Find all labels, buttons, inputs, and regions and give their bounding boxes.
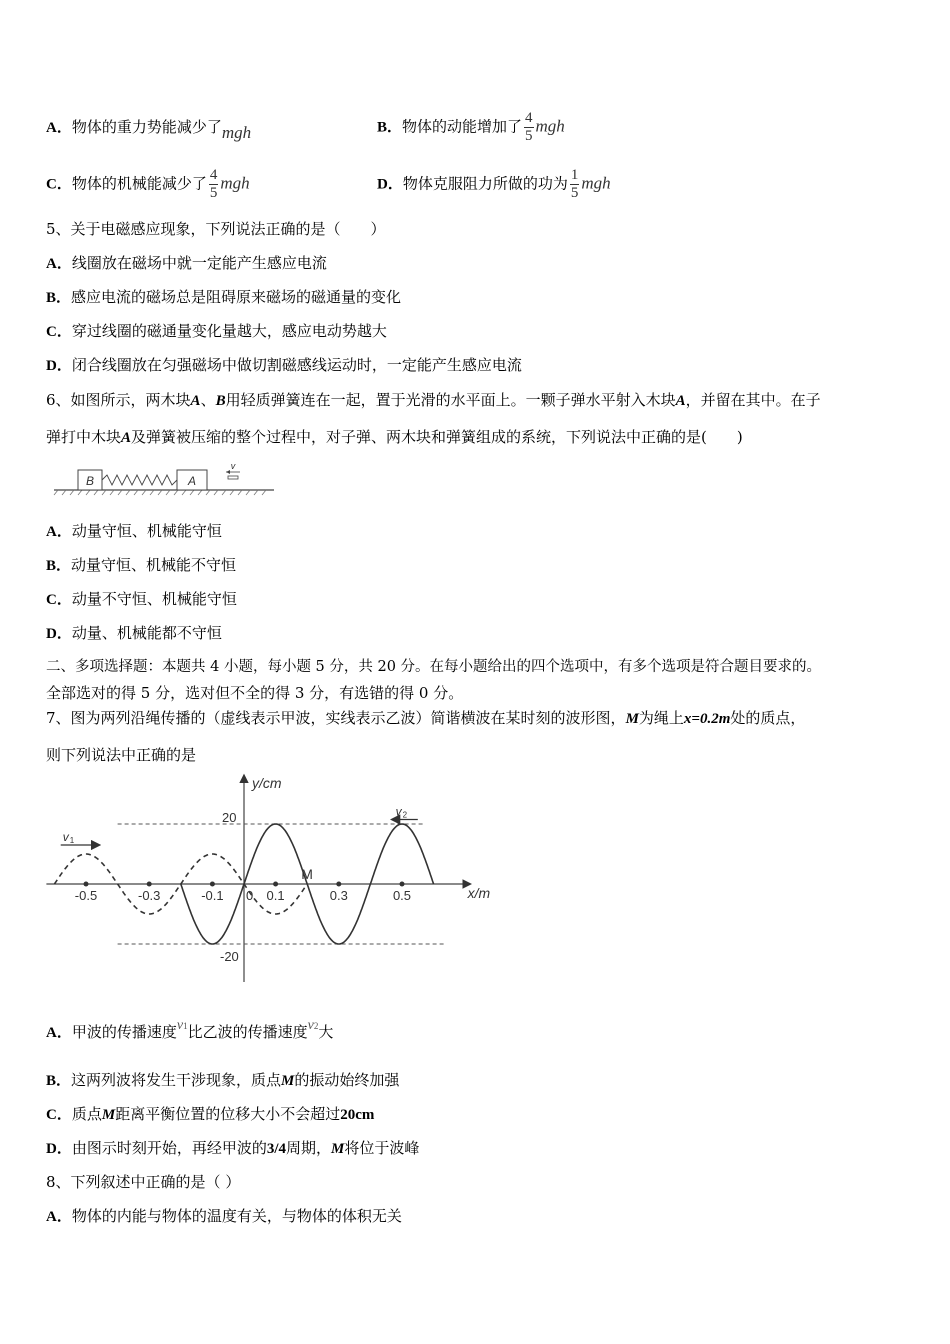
q5-option-a: A．线圈放在磁场中就一定能产生感应电流 (46, 254, 327, 272)
velocity-label-v1: v (62, 830, 69, 844)
q5-option-c: C．穿过线圈的磁通量变化量越大，感应电动势越大 (46, 322, 387, 340)
fraction: $\frac{1}{5}$ (570, 167, 579, 201)
q6-stem-line2: 弹打中木块A及弹簧被压缩的整个过程中，对子弹、两木块和弹簧组成的系统，下列说法中正确的是( ) (46, 428, 743, 446)
y-tick-label: 20 (222, 810, 237, 825)
block-b-label: B (85, 474, 95, 488)
x-tick-dot (210, 882, 215, 887)
x-tick-label: 0.1 (266, 888, 285, 903)
q7-option-a: A．甲波的传播速度v1比乙波的传播速度v2大 (46, 1018, 334, 1041)
section2-instructions-line2: 全部选对的得 5 分，选对但不全的得 3 分，有选错的得 0 分。 (46, 684, 464, 702)
q8-option-a: A．物体的内能与物体的温度有关，与物体的体积无关 (46, 1207, 402, 1225)
q7-option-d: D．由图示时刻开始，再经甲波的3/4周期，M将位于波峰 (46, 1139, 420, 1157)
spring (102, 475, 177, 485)
x-tick-label: 0.3 (329, 888, 348, 903)
q6-stem-line1: 6、如图所示，两木块A、B用轻质弹簧连在一起，置于光滑的水平面上。一颗子弹水平射入木块A，并留在其中。在子 (46, 391, 821, 409)
x-axis-label: x/m (467, 885, 491, 901)
x-tick-label: -0.1 (201, 888, 224, 903)
q6-option-d: D．动量、机械能都不守恒 (46, 624, 222, 642)
x-tick-label: 0.5 (392, 888, 412, 903)
x-tick-dot (84, 882, 89, 887)
q8-stem: 8、下列叙述中正确的是（ ） (46, 1173, 241, 1191)
y-tick-label: -20 (220, 949, 239, 964)
section2-instructions-line1: 二、多项选择题：本题共 4 小题，每小题 5 分，共 20 分。在每小题给出的四个选项中，有多个选项是符合题目要求的。 (46, 659, 822, 675)
y-axis-label: y/cm (252, 775, 282, 791)
bullet (228, 476, 238, 479)
velocity-label: v (230, 461, 236, 471)
q7-option-c: C．质点M距离平衡位置的位移大小不会超过20cm (46, 1105, 375, 1123)
x-tick-dot (147, 882, 152, 887)
q7-stem-line1: 7、图为两列沿绳传播的（虚线表示甲波，实线表示乙波）简谐横波在某时刻的波形图，M为绳上x=0.2m处的质点， (46, 709, 806, 727)
x-tick-label: -0.3 (137, 888, 161, 903)
q7-option-b: B．这两列波将发生干涉现象，质点M的振动始终加强 (46, 1071, 400, 1089)
q5-option-b: B．感应电流的磁场总是阻碍原来磁场的磁通量的变化 (46, 288, 402, 306)
x-tick-label: -0.5 (74, 888, 98, 903)
q6-option-c: C．动量不守恒、机械能守恒 (46, 590, 237, 608)
q4-option-a: A．物体的重力势能减少了mgh (46, 118, 252, 142)
math-mgh: mgh (221, 123, 252, 142)
q5-stem: 5、关于电磁感应现象，下列说法正确的是（ ） (46, 220, 386, 238)
q6-option-b: B．动量守恒、机械能不守恒 (46, 556, 237, 574)
q4-option-d: D．物体克服阻力所做的功为 $\frac{1}{5}$ mgh (377, 167, 611, 201)
origin-label: 0 (246, 888, 254, 903)
q7-wave-chart (40, 772, 500, 984)
x-tick-dot (273, 882, 278, 887)
q6-spring-blocks-figure (50, 458, 280, 498)
velocity-sub-v1: 1 (69, 836, 75, 845)
x-tick-dot (400, 882, 405, 887)
block-a-label: A (187, 474, 197, 488)
x-tick-dot (336, 882, 341, 887)
q6-option-a: A．动量守恒、机械能守恒 (46, 522, 222, 540)
q4-option-c: C．物体的机械能减少了 $\frac{4}{5}$ mgh (46, 167, 250, 201)
q7-stem-line2: 则下列说法中正确的是 (46, 746, 197, 764)
fraction: $\frac{4}{5}$ (209, 167, 218, 201)
fraction: $\frac{4}{5}$ (525, 110, 533, 144)
point-m-label: M (301, 866, 313, 882)
velocity-sub-v2: 2 (402, 810, 408, 820)
q5-option-d: D．闭合线圈放在匀强磁场中做切割磁感线运动时，一定能产生感应电流 (46, 356, 522, 374)
velocity-label-v2: v (395, 804, 402, 819)
q4-option-b: B．物体的动能增加了 $\frac{4}{5}$ mgh (377, 110, 565, 144)
